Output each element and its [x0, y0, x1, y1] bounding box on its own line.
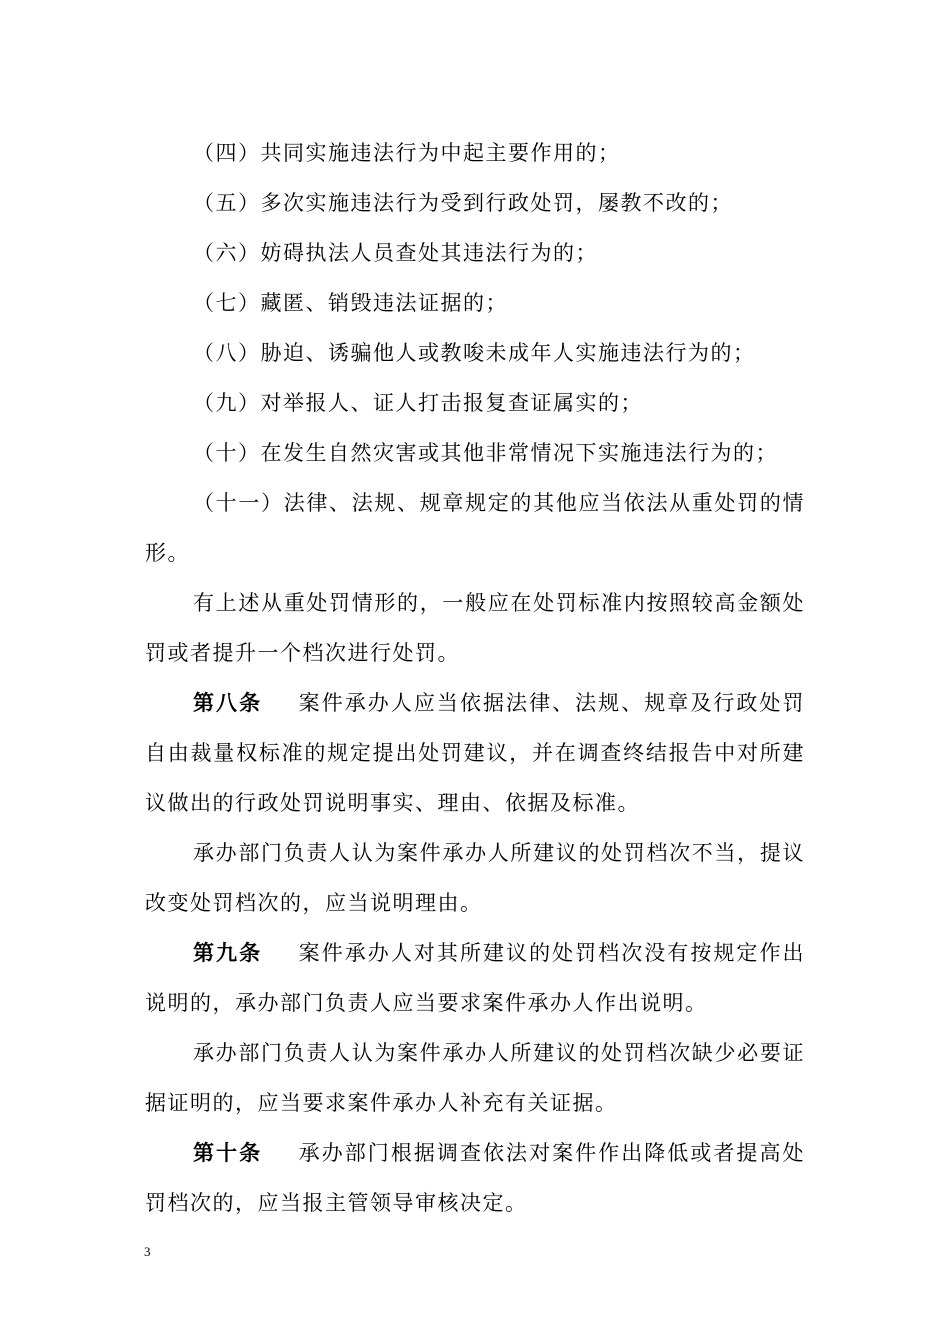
article-8	[145, 678, 805, 828]
article-10-label: 第十条	[193, 1140, 263, 1165]
document-body	[145, 128, 805, 1228]
paragraph-aggravated-penalty: 有上述从重处罚情形的，一般应在处罚标准内按照较高金额处罚或者提升一个档次进行处罚。	[145, 591, 805, 665]
article-9	[145, 928, 805, 1028]
list-item: （十一）法律、法规、规章规定的其他应当依法从重处罚的情形。	[145, 491, 805, 565]
article-10-text: 承办部门根据调查依法对案件作出降低或者提高处罚档次的，应当报主管领导审核决定。	[145, 1141, 806, 1215]
list-item: （八）胁迫、诱骗他人或教唆未成年人实施违法行为的；	[193, 341, 756, 365]
article-8-text: 案件承办人应当依据法律、法规、规章及行政处罚自由裁量权标准的规定提出处罚建议，并在调查终结报告中对所建议做出的行政处罚说明事实、理由、依据及标准。	[145, 691, 806, 815]
list-item: （七）藏匿、销毁违法证据的；	[193, 291, 508, 315]
article-9-paragraph-2: 承办部门负责人认为案件承办人所建议的处罚档次缺少必要证据证明的，应当要求案件承办人补充有关证据。	[145, 1041, 805, 1115]
list-item: （四）共同实施违法行为中起主要作用的；	[193, 141, 621, 165]
list-item: （九）对举报人、证人打击报复查证属实的；	[193, 391, 643, 415]
article-8-paragraph-2: 承办部门负责人认为案件承办人所建议的处罚档次不当，提议改变处罚档次的，应当说明理由。	[145, 841, 805, 915]
list-item: （十）在发生自然灾害或其他非常情况下实施违法行为的；	[193, 441, 778, 465]
page-number: 3	[144, 1244, 151, 1259]
article-8-label: 第八条	[193, 690, 263, 715]
list-item: （六）妨碍执法人员查处其违法行为的；	[193, 241, 598, 265]
article-10	[145, 1128, 805, 1228]
article-9-label: 第九条	[193, 940, 263, 965]
list-item: （五）多次实施违法行为受到行政处罚，屡教不改的；	[193, 191, 733, 215]
article-9-text: 案件承办人对其所建议的处罚档次没有按规定作出说明的，承办部门负责人应当要求案件承办人作出说明。	[145, 941, 806, 1015]
